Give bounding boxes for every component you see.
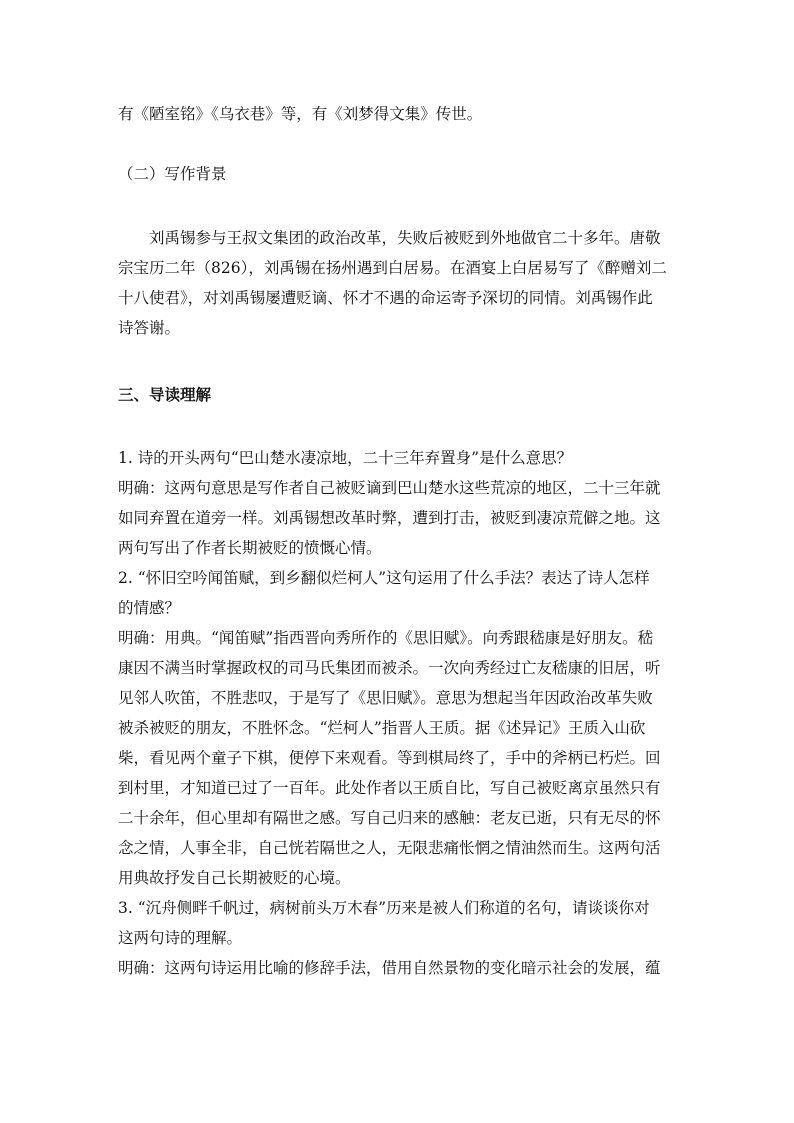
background-line: 刘禹锡参与王叔文集团的政治改革，失败后被贬到外地做官二十多年。唐敬 — [118, 229, 661, 247]
question-1: 1. 诗的开头两句“巴山楚水凄凉地，二十三年弃置身”是什么意思？ — [118, 449, 573, 467]
answer-2-line: 见邻人吹笛，不胜悲叹，于是写了《思旧赋》。意思为想起当年因政治改革失败 — [118, 689, 653, 707]
question-3: 3. “沉舟侧畔千帆过，病树前头万木春”历来是被人们称道的名句，请谈谈你对 — [118, 899, 650, 917]
answer-1-line: 如同弃置在道旁一样。刘禹锡想改革时弊，遭到打击，被贬到凄凉荒僻之地。这 — [118, 509, 661, 527]
answer-1-line: 明确：这两句意思是写作者自己被贬谪到巴山楚水这些荒凉的地区，二十三年就 — [118, 479, 661, 497]
background-heading: （二）写作背景 — [118, 165, 227, 183]
question-3-cont: 这两句诗的理解。 — [118, 929, 243, 947]
reading-heading: 三、导读理解 — [118, 385, 212, 404]
answer-2-line: 念之情，人事全非，自己恍若隔世之人，无限悲痛怅惘之情油然而生。这两句活 — [118, 839, 661, 857]
intro-tail-line: 有《陋室铭》《乌衣巷》等，有《刘梦得文集》传世。 — [118, 105, 483, 123]
answer-3-line: 明确：这两句诗运用比喻的修辞手法，借用自然景物的变化暗示社会的发展，蕴 — [118, 959, 661, 977]
answer-2-line: 用典故抒发自己长期被贬的心境。 — [118, 869, 351, 887]
background-line: 宗宝历二年（826），刘禹锡在扬州遇到白居易。在酒宴上白居易写了《醉赠刘二 — [118, 259, 667, 277]
answer-2-line: 二十余年，但心里却有隔世之感。写自己归来的感触：老友已逝，只有无尽的怀 — [118, 809, 661, 827]
question-2-cont: 的情感？ — [118, 599, 181, 617]
answer-2-line: 明确：用典。“闻笛赋”指西晋向秀所作的《思旧赋》。向秀跟嵇康是好朋友。嵇 — [118, 629, 654, 647]
answer-2-line: 被杀被贬的朋友，不胜怀念。“烂柯人”指晋人王质。据《述异记》王质入山砍 — [118, 719, 646, 737]
answer-2-line: 柴，看见两个童子下棋，便停下来观看。等到棋局终了，手中的斧柄已朽烂。回 — [118, 749, 661, 767]
question-2: 2. “怀旧空吟闻笛赋，到乡翻似烂柯人”这句运用了什么手法？表达了诗人怎样 — [118, 569, 650, 587]
answer-2-line: 康因不满当时掌握政权的司马氏集团而被杀。一次向秀经过亡友嵇康的旧居，听 — [118, 659, 661, 677]
background-line: 诗答谢。 — [118, 319, 181, 337]
background-line: 十八使君》，对刘禹锡屡遭贬谪、怀才不遇的命运寄予深切的同情。刘禹锡作此 — [118, 289, 653, 307]
answer-2-line: 到村里，才知道已过了一百年。此处作者以王质自比，写自己被贬离京虽然只有 — [118, 779, 661, 797]
answer-1-line: 两句写出了作者长期被贬的愤慨心情。 — [118, 539, 382, 557]
